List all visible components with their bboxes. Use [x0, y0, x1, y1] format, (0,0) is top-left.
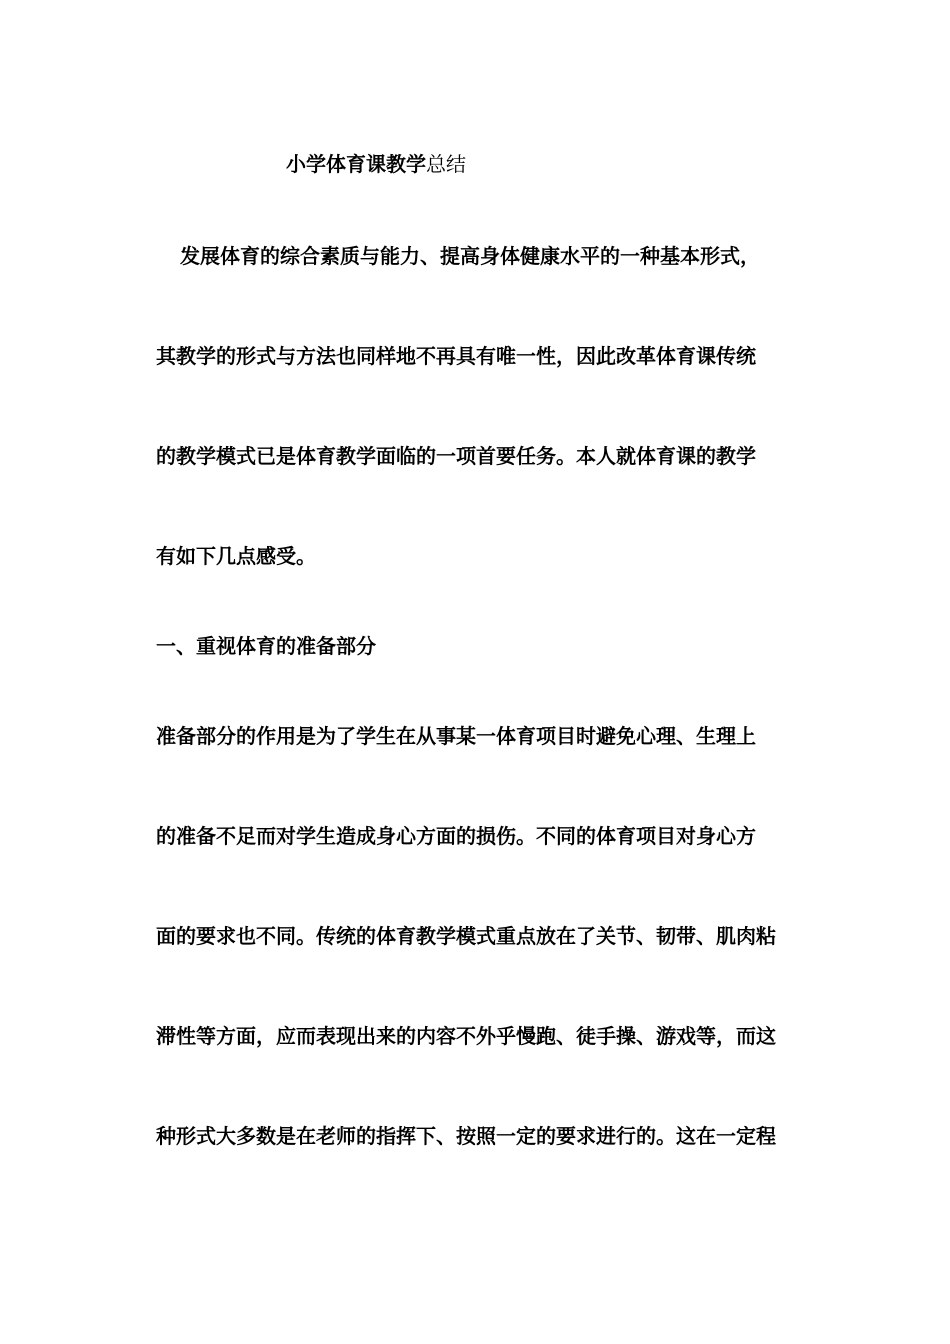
paragraph-line: 的准备不足而对学生造成身心方面的损伤。不同的体育项目对身心方: [156, 824, 756, 848]
paragraph-line: 种形式大多数是在老师的指挥下、按照一定的要求进行的。这在一定程: [156, 1124, 776, 1148]
section-heading: 一、重视体育的准备部分: [156, 634, 376, 658]
paragraph-line: 有如下几点感受。: [156, 544, 316, 568]
title-main: 小学体育课教学: [286, 152, 426, 176]
paragraph-line: 其教学的形式与方法也同样地不再具有唯一性，因此改革体育课传统: [156, 344, 756, 368]
paragraph-line: 的教学模式已是体育教学面临的一项首要任务。本人就体育课的教学: [156, 444, 756, 468]
paragraph-line: 面的要求也不同。传统的体育教学模式重点放在了关节、韧带、肌肉粘: [156, 924, 776, 948]
title-suffix: 总结: [426, 152, 466, 176]
document-title: [286, 148, 466, 177]
paragraph-line: 发展体育的综合素质与能力、提高身体健康水平的一种基本形式，: [180, 244, 760, 268]
paragraph-line: 准备部分的作用是为了学生在从事某一体育项目时避免心理、生理上: [156, 724, 756, 748]
paragraph-line: 滞性等方面，应而表现出来的内容不外乎慢跑、徒手操、游戏等，而这: [156, 1024, 776, 1048]
